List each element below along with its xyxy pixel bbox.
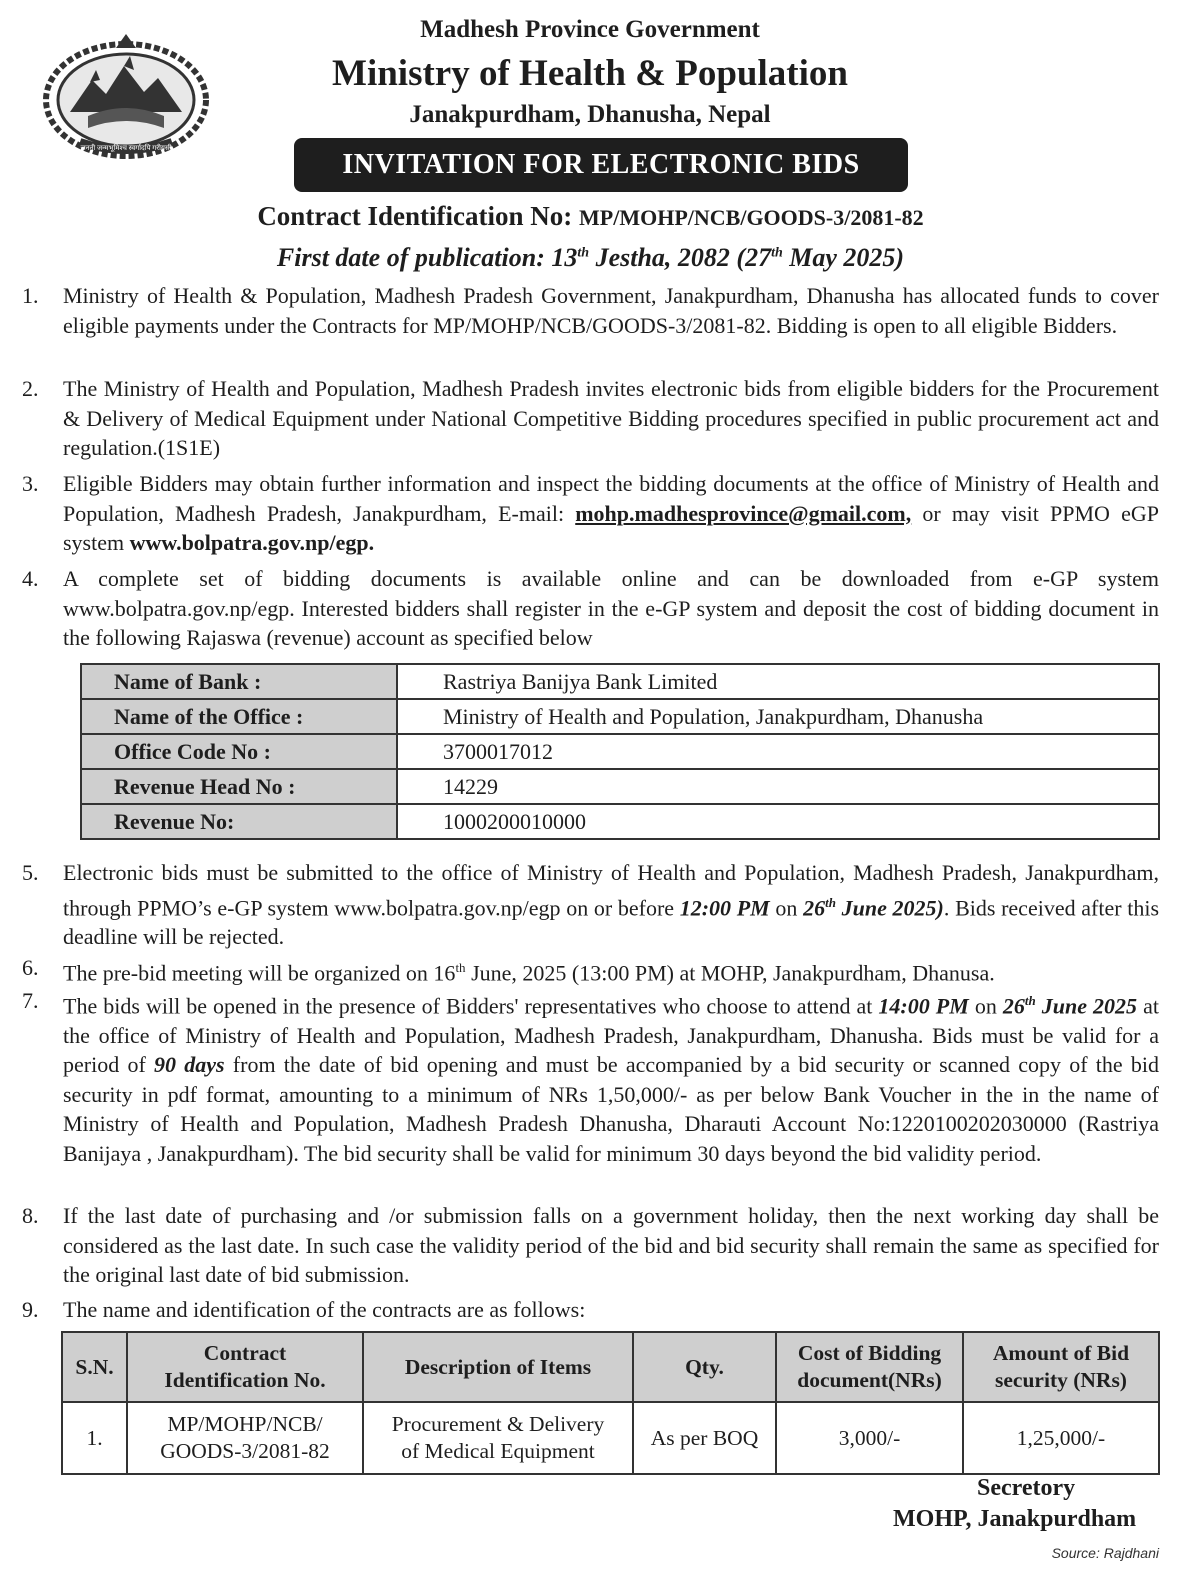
ministry-address: Janakpurdham, Dhanusha, Nepal	[409, 101, 771, 128]
table-row: Revenue Head No : 14229	[81, 769, 1159, 804]
table-header-row: S.N. Contract Identification No. Description of Items Qty. Cost of Bidding document(NRs) Amount of Bid security (NRs)	[62, 1332, 1159, 1402]
ministry-name: Ministry of Health & Population	[332, 53, 848, 94]
table-row: Office Code No : 3700017012	[81, 734, 1159, 769]
table-row: Name of the Office : Ministry of Health and Population, Janakpurdham, Dhanusha	[81, 699, 1159, 734]
government-name: Madhesh Province Government	[420, 16, 760, 43]
item-6-text: The pre-bid meeting will be organized on 16th June, 2025 (13:00 PM) at MOHP, Janakpurdham, Dhanusa.	[63, 960, 995, 986]
contracts-table	[61, 1331, 1160, 1475]
item-8-text: If the last date of purchasing and /or submission falls on a government holiday, then the next working day shall be considered as the last date. In such case the validity period of the bid and bid security shall remain the same as specified for the original last date of bid submission.	[63, 1203, 1159, 1287]
notice-banner: INVITATION FOR ELECTRONIC BIDS	[294, 138, 908, 192]
emblem-motto: जननी जन्मभूमिश्च स्वर्गादपि गरीयसी	[80, 144, 172, 152]
item-7-text: The bids will be opened in the presence of Bidders' representatives who choose to attend at 14:00 PM on 26th June 2025 at the office of Ministry of Health and Population, Madhesh Pradesh, Janakpurdham, Dhanusha. Bids must be valid for a period of 90 days from the date of bid opening and must be accompanied by a bid security or scanned copy of the bid security in pdf format, amounting to a minimum of NRs 1,50,000/- as per below Bank Voucher in the in the name of Ministry of Health and Population, Madhesh Pradesh Dhanusha, Dharauti Account No:1220100202030000 (Rastriya Banijaya , Janakpurdham). The bid security shall be valid for minimum 30 days beyond the bid validity period.	[63, 993, 1159, 1166]
item-2-text: The Ministry of Health and Population, Madhesh Pradesh invites electronic bids from eligible bidders for the Procurement & Delivery of Medical Equipment under National Competitive Bidding procedures specified in public procurement act and regulation.(1S1E)	[63, 376, 1159, 460]
publication-date: First date of publication: 13th Jestha, 2082 (27th May 2025)	[276, 243, 905, 272]
contract-id-line	[0, 201, 1181, 232]
table-row: 1. MP/MOHP/NCB/ GOODS-3/2081-82 Procurement & Delivery of Medical Equipment As per BOQ 3,000/- 1,25,000/-	[62, 1402, 1159, 1474]
item-4-text: A complete set of bidding documents is available online and can be downloaded from e-GP system www.bolpatra.gov.np/egp. Interested bidders shall register in the e-GP system and deposit the cost of bidding document in the following Rajaswa (revenue) account as specified below	[63, 566, 1159, 650]
item-1-text: Ministry of Health & Population, Madhesh Pradesh Government, Janakpurdham, Dhanusha has allocated funds to cover eligible payments under the Contracts for MP/MOHP/NCB/GOODS-3/2081-82. Bidding is open to all eligible Bidders.	[63, 283, 1159, 338]
email-link[interactable]: mohp.madhesprovince@gmail.com,	[575, 500, 912, 526]
item-3-text: Eligible Bidders may obtain further information and inspect the bidding documents at the office of Ministry of Health and Population, Madhesh Pradesh, Janakpurdham, E-mail: mohp.madhesprovince@gmail.com, or may visit PPMO eGP system www.bolpatra.gov.np/egp.	[63, 471, 1159, 555]
contract-id-label: Contract Identification No:	[257, 201, 580, 231]
contract-id-value: MP/MOHP/NCB/GOODS-3/2081-82	[579, 205, 924, 230]
item-9-text: The name and identification of the contracts are as follows:	[63, 1297, 586, 1322]
signatory-office: MOHP, Janakpurdham	[893, 1506, 1137, 1532]
egp-site-link[interactable]: www.bolpatra.gov.np/egp.	[129, 530, 375, 555]
table-row: Revenue No: 1000200010000	[81, 804, 1159, 839]
item-5-text: Electronic bids must be submitted to the office of Ministry of Health and Population, Madhesh Pradesh, Janakpurdham, through PPMO’s e-GP system www.bolpatra.gov.np/egp on or before 12:00 PM on 26th June 2025). Bids received after this deadline will be rejected.	[63, 860, 1160, 950]
bank-account-table	[80, 663, 1160, 840]
nepal-emblem-logo	[40, 30, 212, 160]
source-credit: Source: Rajdhani	[1051, 1545, 1159, 1561]
table-row: Name of Bank : Rastriya Banijya Bank Limited	[81, 664, 1159, 699]
signatory-title: Secretory	[977, 1475, 1076, 1501]
